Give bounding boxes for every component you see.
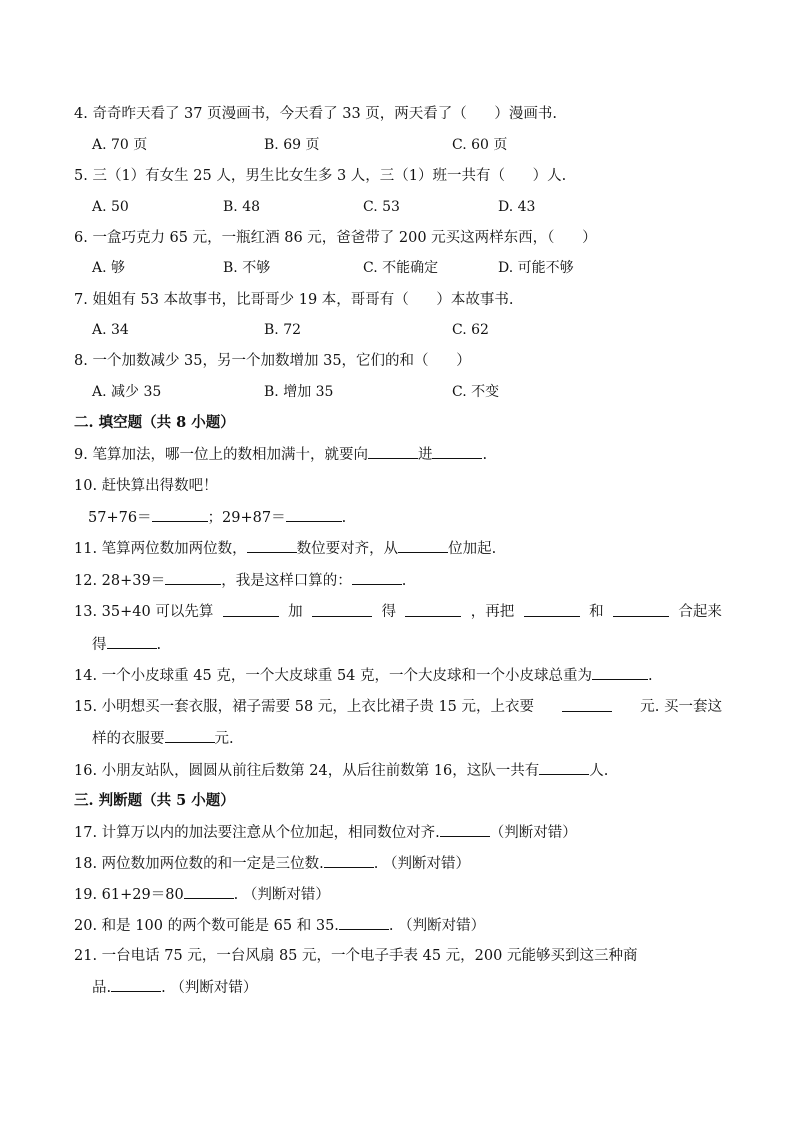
question-13: 13. 35+40 可以先算 加 得 ，再把 和 合起来 — [74, 604, 722, 620]
answer-blank[interactable] — [312, 602, 372, 617]
answer-blank[interactable] — [111, 977, 161, 992]
option-a: A. 够 — [92, 260, 126, 276]
answer-blank[interactable] — [562, 697, 612, 712]
answer-blank[interactable] — [286, 507, 342, 522]
answer-blank[interactable] — [368, 444, 418, 459]
answer-blank[interactable] — [440, 822, 490, 837]
question-8: 8. 一个加数减少 35，另一个加数增加 35，它们的和（ ） — [74, 353, 471, 369]
question-17: 17. 计算万以内的加法要注意从个位加起，相同数位对齐. （判断对错） — [74, 822, 577, 843]
question-6: 6. 一盒巧克力 65 元，一瓶红酒 86 元，爸爸带了 200 元买这两样东西，（ ） — [74, 230, 597, 246]
option-c: C. 53 — [363, 199, 400, 215]
answer-blank[interactable] — [165, 570, 221, 585]
answer-blank[interactable] — [592, 665, 648, 680]
question-14: 14. 一个小皮球重 45 克，一个大皮球重 54 克，一个大皮球和一个小皮球总重为 . — [74, 665, 653, 686]
question-19: 19. 61+29＝80 . （判断对错） — [74, 884, 330, 905]
option-c: C. 不能确定 — [363, 260, 439, 276]
answer-blank[interactable] — [152, 507, 208, 522]
option-a: A. 34 — [92, 322, 129, 338]
section-fill-in-heading: 二. 填空题（共 8 小题） — [74, 414, 235, 431]
question-15-continued: 样的衣服要 元. — [92, 728, 234, 749]
question-12: 12. 28+39＝ ，我是这样口算的： . — [74, 570, 406, 591]
question-11: 11. 笔算两位数加两位数， 数位要对齐，从 位加起. — [74, 538, 496, 559]
option-c: C. 不变 — [452, 384, 500, 400]
option-a: A. 减少 35 — [92, 384, 162, 400]
option-c: C. 60 页 — [452, 137, 508, 153]
option-b: B. 增加 35 — [264, 384, 334, 400]
answer-blank[interactable] — [398, 538, 448, 553]
question-5: 5. 三（1）有女生 25 人，男生比女生多 3 人，三（1）班一共有（ ）人. — [74, 168, 567, 184]
answer-blank[interactable] — [165, 728, 215, 743]
question-20: 20. 和是 100 的两个数可能是 65 和 35. . （判断对错） — [74, 915, 485, 936]
option-b: B. 48 — [223, 199, 261, 215]
question-4: 4. 奇奇昨天看了 37 页漫画书，今天看了 33 页，两天看了（ ）漫画书. — [74, 106, 558, 122]
answer-blank[interactable] — [405, 602, 461, 617]
option-c: C. 62 — [452, 322, 489, 338]
option-d: D. 43 — [498, 199, 536, 215]
question-13-continued: 得 . — [92, 634, 161, 655]
answer-blank[interactable] — [613, 602, 669, 617]
answer-blank[interactable] — [539, 760, 589, 775]
option-a: A. 50 — [92, 199, 129, 215]
section-judgement-heading: 三. 判断题（共 5 小题） — [74, 792, 235, 809]
answer-blank[interactable] — [432, 444, 482, 459]
question-10-expressions: 57+76＝ ；29+87＝ . — [88, 507, 346, 528]
answer-blank[interactable] — [223, 602, 279, 617]
answer-blank[interactable] — [324, 853, 374, 868]
option-d: D. 可能不够 — [498, 260, 574, 276]
answer-blank[interactable] — [524, 602, 580, 617]
question-18: 18. 两位数加两位数的和一定是三位数. . （判断对错） — [74, 853, 470, 874]
answer-blank[interactable] — [339, 915, 389, 930]
answer-blank[interactable] — [352, 570, 402, 585]
question-9: 9. 笔算加法，哪一位上的数相加满十，就要向 进 . — [74, 444, 487, 465]
question-15: 15. 小明想买一套衣服，裙子需要 58 元，上衣比裙子贵 15 元，上衣要 元. 买一套这 — [74, 699, 722, 715]
option-a: A. 70 页 — [92, 137, 148, 153]
answer-blank[interactable] — [247, 538, 297, 553]
option-b: B. 不够 — [223, 260, 271, 276]
question-10: 10. 赶快算出得数吧！ — [74, 478, 218, 494]
question-21-continued: 品. . （判断对错） — [92, 977, 257, 998]
answer-blank[interactable] — [107, 634, 157, 649]
option-b: B. 72 — [264, 322, 302, 338]
question-7: 7. 姐姐有 53 本故事书，比哥哥少 19 本，哥哥有（ ）本故事书. — [74, 292, 514, 308]
question-16: 16. 小朋友站队，圆圆从前往后数第 24，从后往前数第 16，这队一共有 人. — [74, 760, 608, 781]
answer-blank[interactable] — [184, 884, 234, 899]
option-b: B. 69 页 — [264, 137, 320, 153]
question-21: 21. 一台电话 75 元，一台风扇 85 元，一个电子手表 45 元，200 元能够买到这三种商 — [74, 948, 638, 964]
